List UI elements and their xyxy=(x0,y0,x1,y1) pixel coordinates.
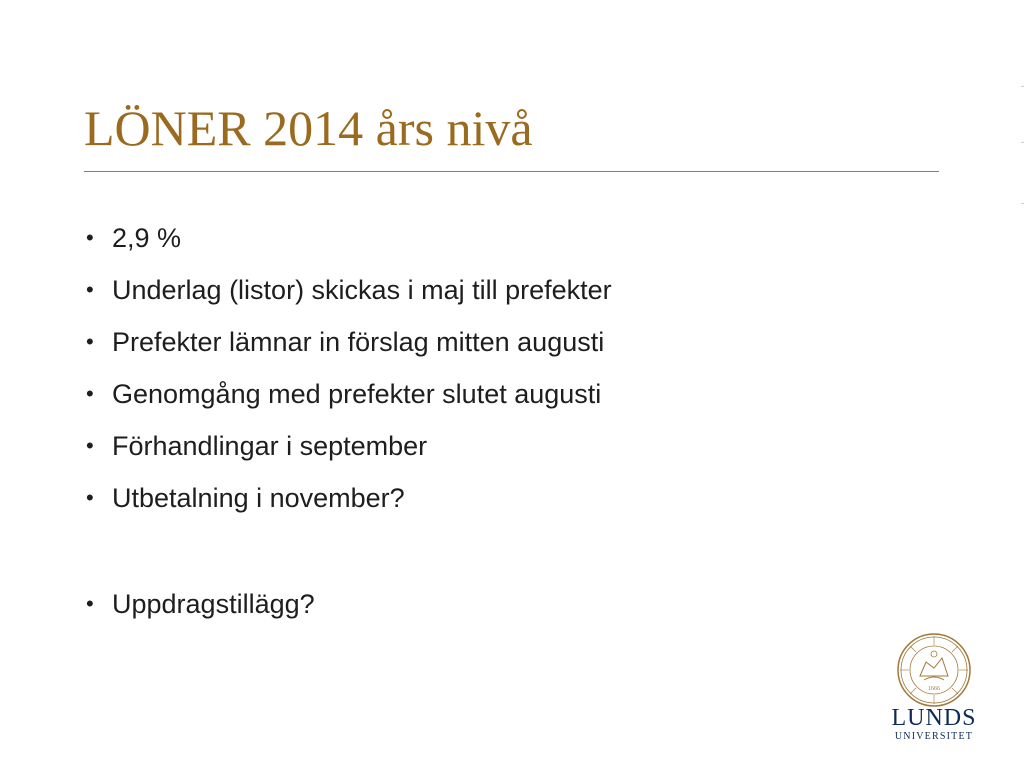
bullet-text: Utbetalning i november? xyxy=(112,483,405,513)
bullet-icon: • xyxy=(86,277,94,302)
logo-subtitle: UNIVERSITET xyxy=(894,731,974,742)
bullet-icon: • xyxy=(86,329,94,354)
bullet-icon: • xyxy=(86,225,94,250)
logo-wordmark: LUNDS xyxy=(891,705,977,731)
bullet-icon: • xyxy=(86,485,94,510)
bullet-text: Uppdragstillägg? xyxy=(112,589,315,619)
bullet-text: Förhandlingar i september xyxy=(112,431,428,461)
seal-year: 1666 xyxy=(928,686,940,692)
bullet-text: Underlag (listor) skickas i maj till prefekter xyxy=(112,275,612,305)
bullet-icon: • xyxy=(86,591,94,616)
university-logo xyxy=(886,632,982,746)
bullet-text: Prefekter lämnar in förslag mitten augusti xyxy=(112,327,605,357)
bullet-text: Genomgång med prefekter slutet augusti xyxy=(112,379,602,409)
bullet-icon: • xyxy=(86,381,94,406)
slide-title: LÖNER 2014 års nivå xyxy=(84,100,533,156)
title-divider xyxy=(84,171,939,172)
bullet-text: 2,9 % xyxy=(112,223,182,253)
seal-icon xyxy=(896,632,972,708)
bullet-icon: • xyxy=(86,433,94,458)
